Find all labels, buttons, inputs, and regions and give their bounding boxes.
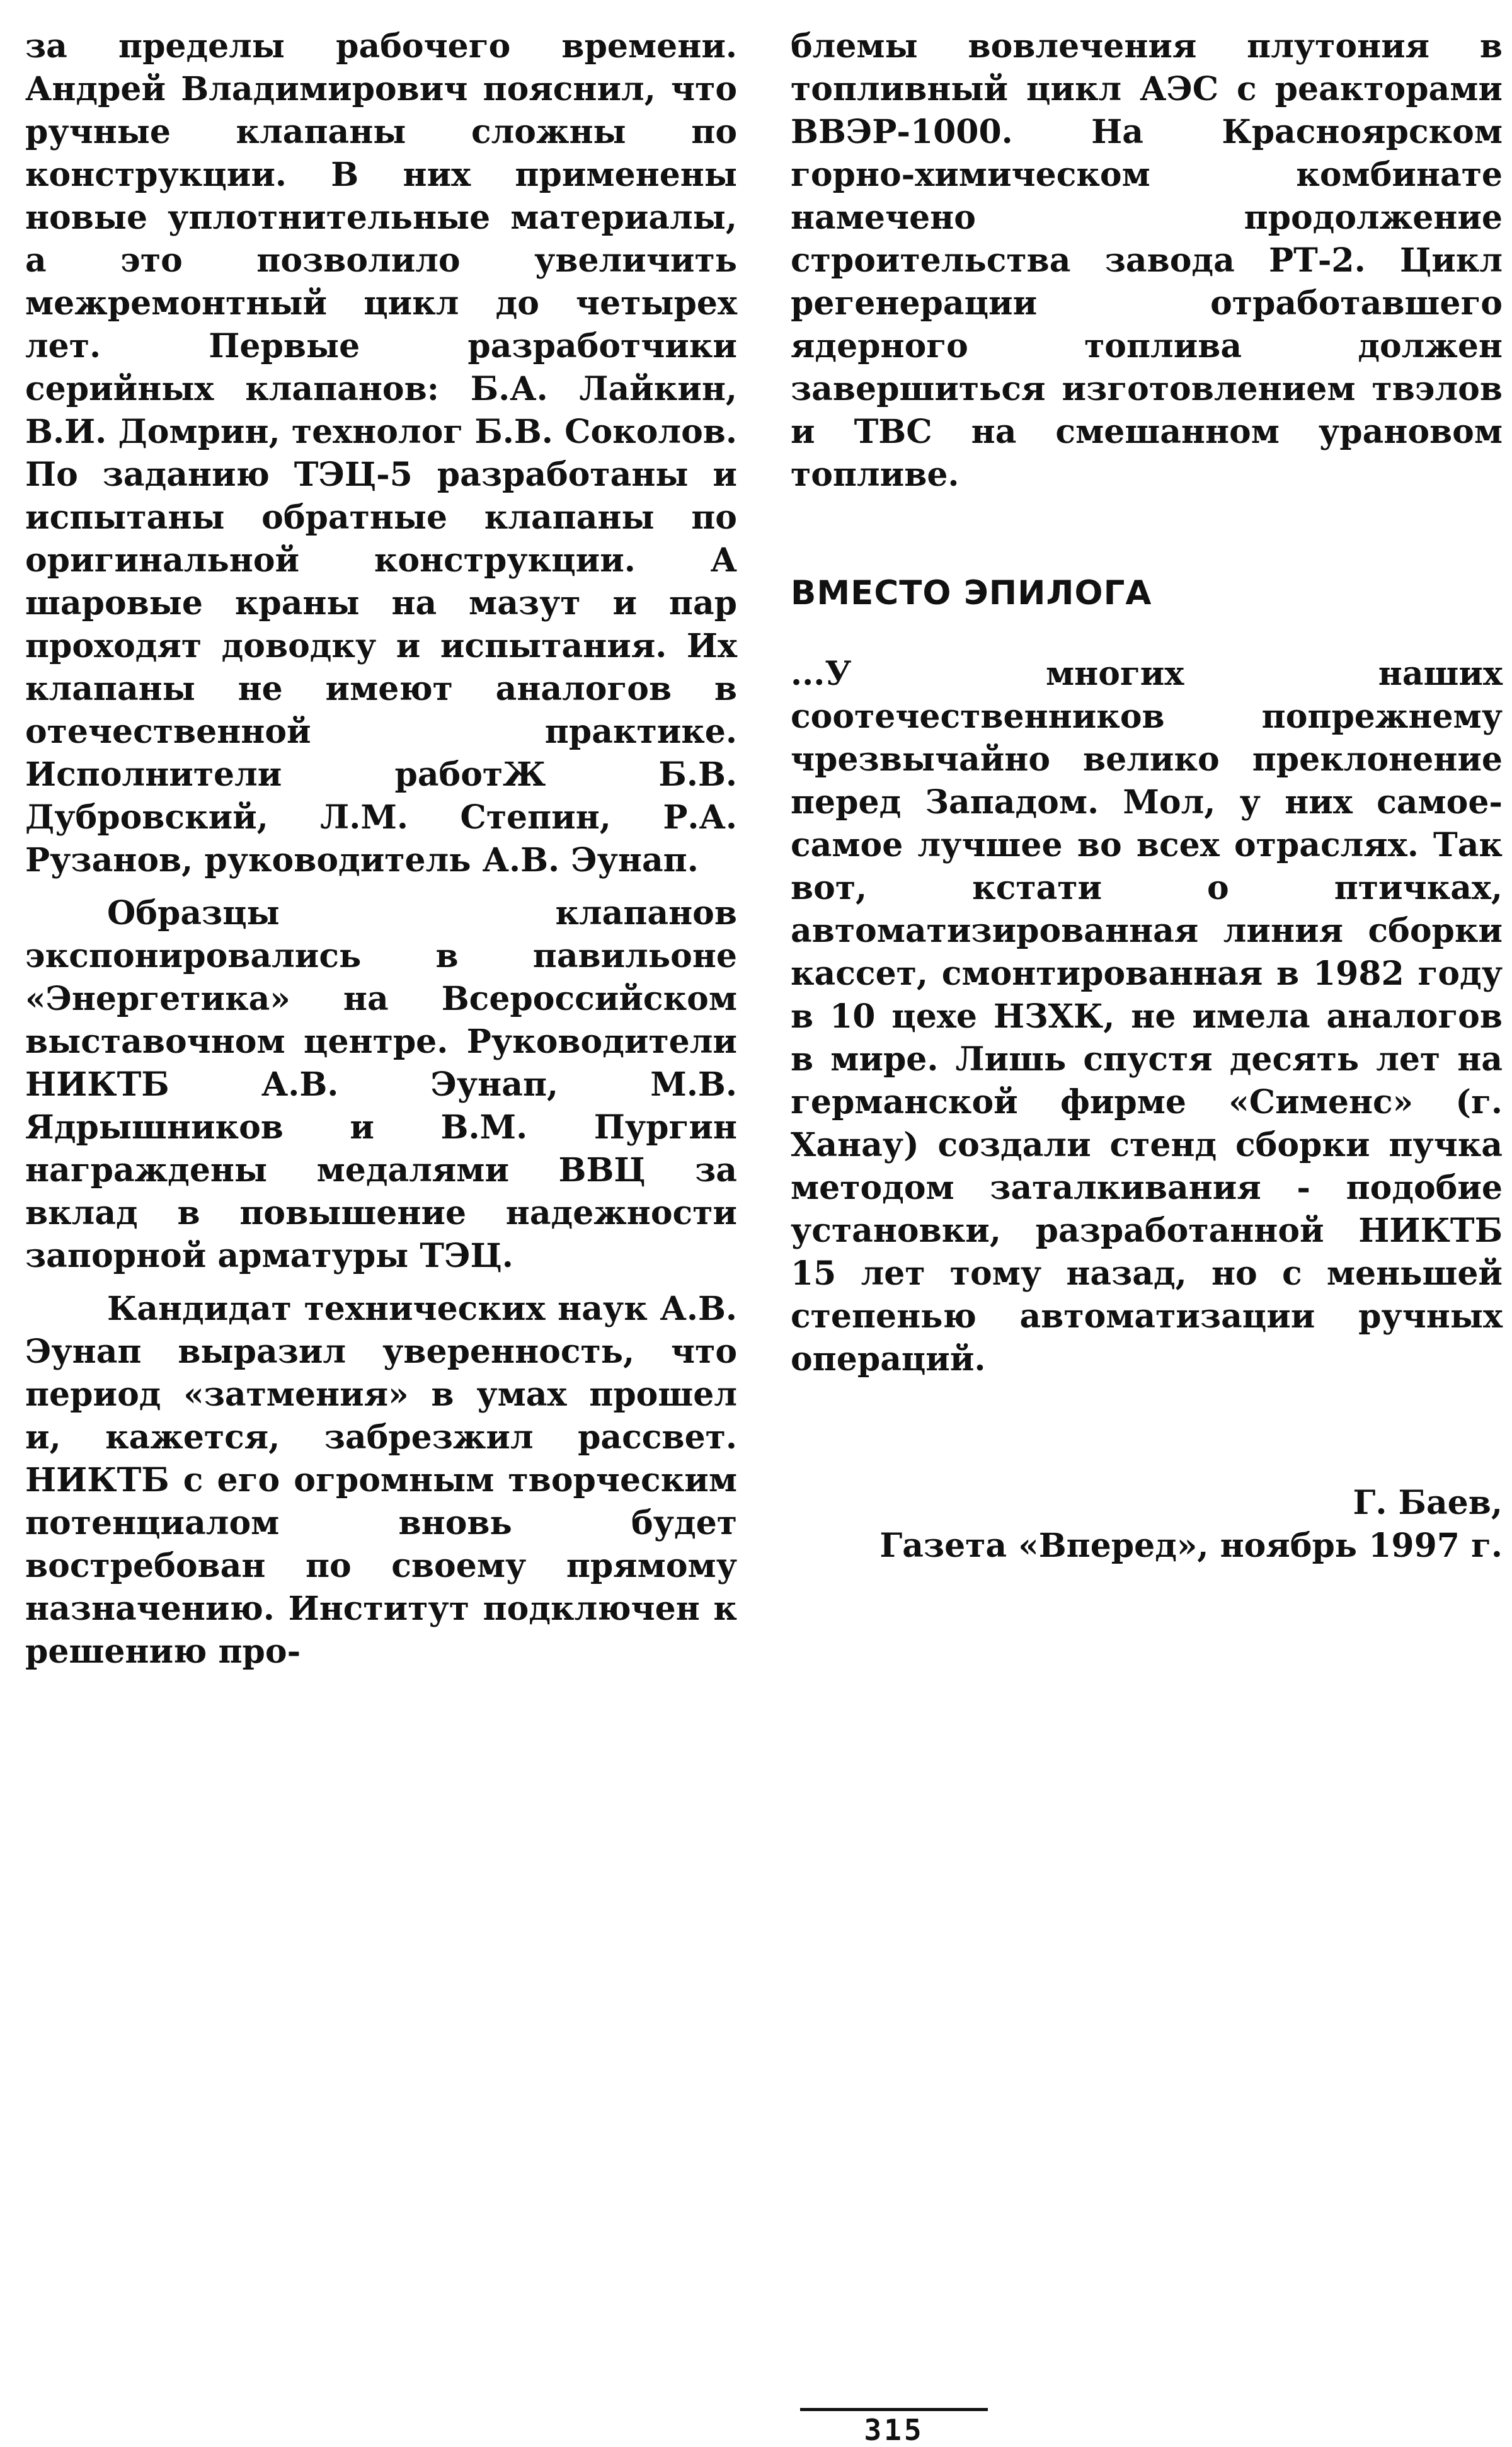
left-paragraph-2: Образцы клапанов экспонировались в павильоне «Энергетика» на Всероссийском выставочном центре. Руководители НИКТБ А.В. Эунап, М.В. Ядрышников и В.М. Пургин награждены медалями ВВЦ за вклад в повышение надежности запорной арматуры ТЭЦ. bbox=[25, 894, 737, 1275]
signature-source: Газета «Вперед», ноябрь 1997 г. bbox=[879, 1527, 1503, 1565]
section-heading: ВМЕСТО ЭПИЛОГА bbox=[791, 574, 1152, 612]
left-paragraph-3: Кандидат технических наук А.В. Эунап выразил уверенность, что период «затмения» в умах прошел и, кажется, забрезжил рассвет. НИКТБ с его огромным творческим потенциалом вновь будет востребован по своему прямому назначению. Институт подключен к решению про- bbox=[25, 1290, 737, 1671]
epilogue-paragraph: ...У многих наших соотечественников попрежнему чрезвычайно велико преклонение перед Западом. Мол, у них самое-самое лучшее во всех отраслях. Так вот, кстати о птичках, автоматизированная линия сборки кассет, смонтированная в 1982 году в 10 цехе НЗХК, не имела аналогов в мире. Лишь спустя десять лет на германской фирме «Сименс» (г. Ханау) создали стенд сборки пучка методом заталкивания - подобие установки, разработанной НИКТБ 15 лет тому назад, но с меньшей степенью автоматизации ручных операций. bbox=[791, 655, 1503, 1378]
signature bbox=[791, 1482, 1503, 1567]
left-paragraph-1: за пределы рабочего времени. Андрей Владимирович пояснил, что ручные клапаны сложны по конструкции. В них применены новые уплотнительные материалы, а это позволило увеличить межремонтный цикл до четырех лет. Первые разработчики серийных клапанов: Б.А. Лайкин, В.И. Домрин, технолог Б.В. Соколов. По заданию ТЭЦ-5 разработаны и испытаны обратные клапаны по оригинальной конструкции. А шаровые краны на мазут и пар проходят доводку и испытания. Их клапаны не имеют аналогов в отечественной практике. Исполнители работЖ Б.В. Дубровский, Л.М. Степин, Р.А. Рузанов, руководитель А.В. Эунап. bbox=[25, 27, 737, 880]
left-column bbox=[25, 25, 737, 1673]
right-paragraph-1: блемы вовлечения плутония в топливный цикл АЭС с реакторами ВВЭР-1000. На Красноярском горно-химическом комбинате намечено продолжение строительства завода РТ-2. Цикл регенерации отработавшего ядерного топлива должен завершиться изготовлением твэлов и ТВС на смешанном урановом топливе. bbox=[791, 27, 1503, 494]
signature-author: Г. Баев, bbox=[1353, 1484, 1503, 1522]
footer-rule bbox=[800, 2408, 988, 2411]
right-column bbox=[791, 25, 1503, 1567]
page-number: 315 bbox=[864, 2413, 924, 2447]
